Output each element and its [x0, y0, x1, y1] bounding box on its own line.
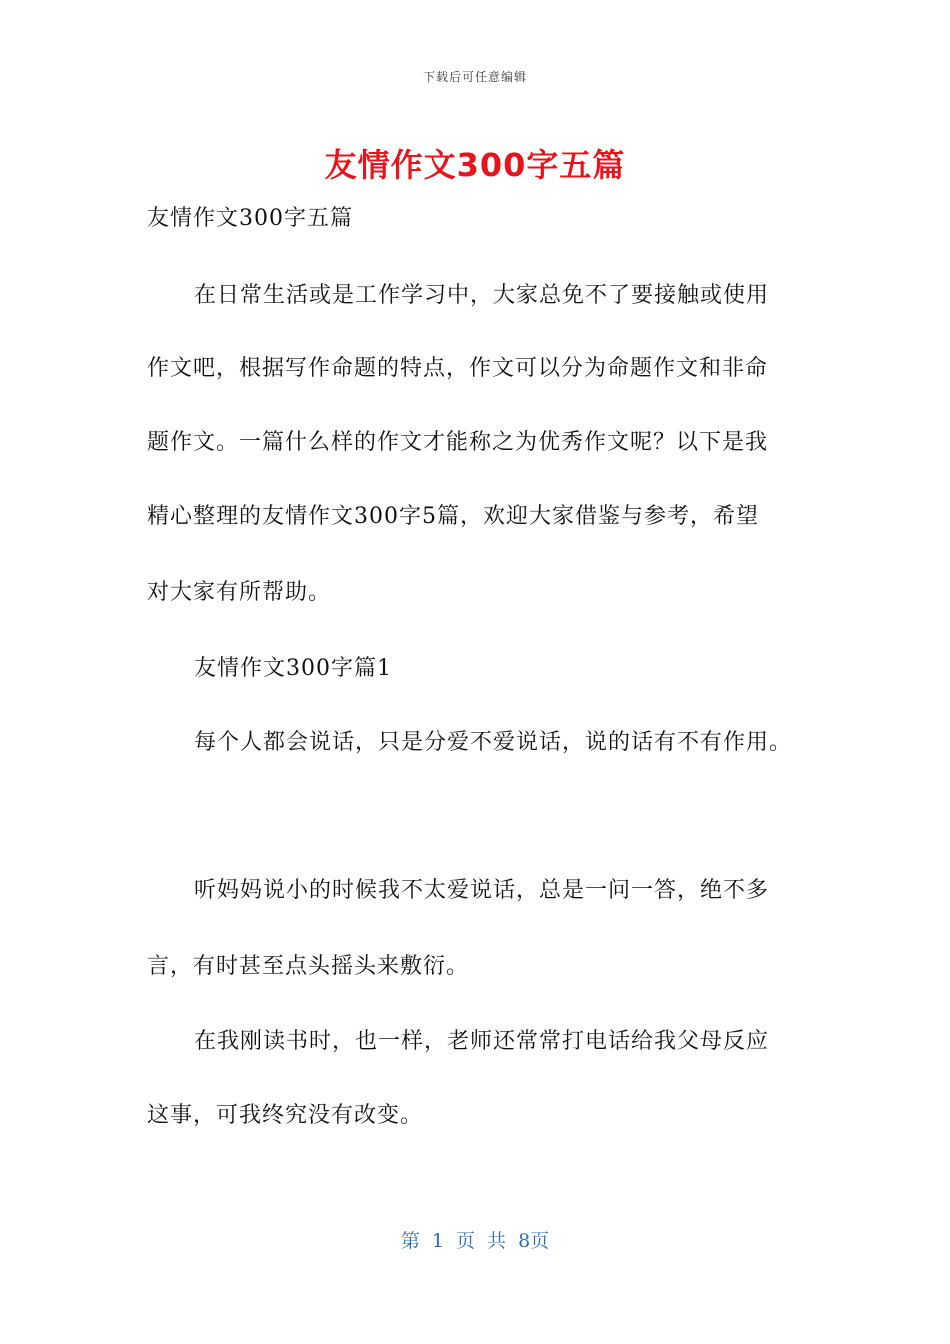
- paragraph-line: 在日常生活或是工作学习中，大家总免不了要接触或使用: [194, 283, 770, 308]
- subtitle-line: 友情作文300字五篇: [147, 206, 353, 231]
- paragraph-line: 在我刚读书时，也一样，老师还常常打电话给我父母反应: [194, 1029, 770, 1054]
- section-heading: 友情作文300字篇1: [194, 656, 392, 681]
- paragraph-line: 题作文。一篇什么样的作文才能称之为优秀作文呢？以下是我: [147, 430, 769, 455]
- document-title: 友情作文300字五篇: [324, 146, 626, 184]
- paragraph-line: 对大家有所帮助。: [147, 580, 332, 605]
- paragraph-line: 精心整理的友情作文300字5篇，欢迎大家借鉴与参考，希望: [147, 504, 759, 529]
- paragraph-line: 听妈妈说小的时候我不太爱说话，总是一问一答，绝不多: [194, 878, 770, 903]
- page-number: 第 1 页 共 8页: [400, 1230, 550, 1252]
- paragraph-line: 每个人都会说话，只是分爱不爱说话，说的话有不有作用。: [194, 730, 793, 755]
- paragraph-line: 这事，可我终究没有改变。: [147, 1103, 424, 1128]
- paragraph-line: 言，有时甚至点头摇头来敷衍。: [147, 954, 470, 979]
- paragraph-line: 作文吧，根据写作命题的特点，作文可以分为命题作文和非命: [147, 356, 769, 381]
- header-note: 下载后可任意编辑: [422, 70, 527, 84]
